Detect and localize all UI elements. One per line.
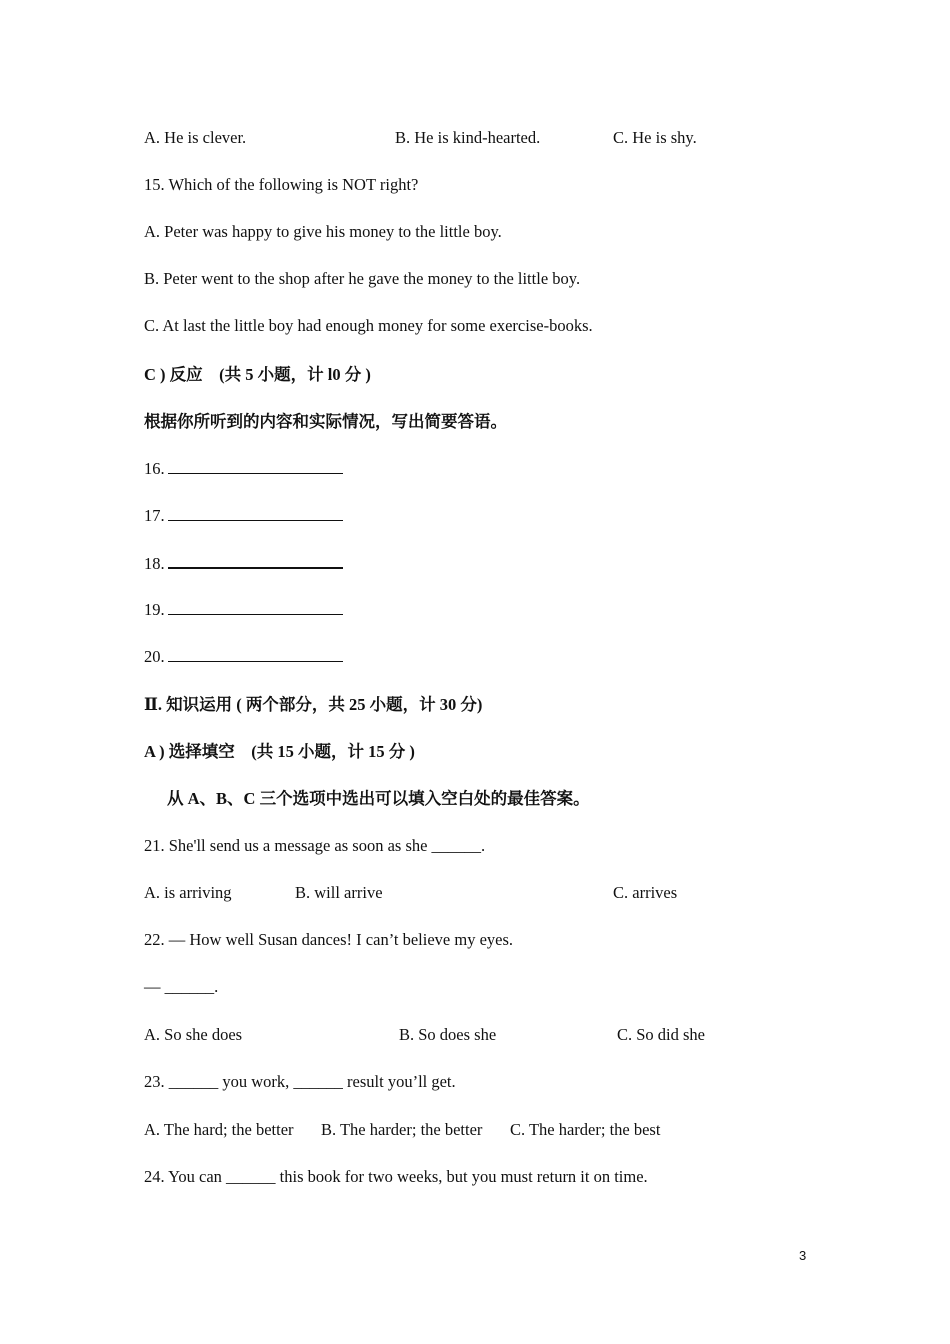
q22-option-a: A. So she does	[144, 1025, 243, 1044]
page-number: 3	[799, 1248, 807, 1263]
q21-stem: 21. She'll send us a message as soon as she ______.	[144, 836, 486, 855]
q15-option-b: B. Peter went to the shop after he gave the money to the little boy.	[144, 269, 581, 288]
q23-option-b: B. The harder; the better	[321, 1120, 483, 1139]
section-c-instruction: 根据你所听到的内容和实际情况，写出简要答语。	[144, 412, 507, 431]
item-number: 17.	[144, 506, 165, 525]
q24-stem: 24. You can ______ this book for two weeks, but you must return it on time.	[144, 1167, 648, 1186]
q14-option-b: B. He is kind-hearted.	[395, 128, 541, 147]
q22-option-c: C. So did she	[617, 1025, 706, 1044]
q15-stem: 15. Which of the following is NOT right?	[144, 175, 419, 194]
answer-line-19	[144, 600, 343, 620]
answer-blank[interactable]	[168, 647, 343, 662]
section-a-heading: A ) 选择填空 (共 15 小题，计 15 分 )	[144, 742, 415, 761]
answer-line-16	[144, 459, 343, 479]
q23-stem: 23. ______ you work, ______ result you’ll get.	[144, 1072, 456, 1091]
answer-blank[interactable]	[168, 600, 343, 615]
q14-option-c: C. He is shy.	[613, 128, 697, 147]
part2-heading: Ⅱ. 知识运用 ( 两个部分，共 25 小题，计 30 分)	[144, 695, 483, 714]
item-number: 19.	[144, 600, 165, 619]
item-number: 20.	[144, 647, 165, 666]
q21-option-c: C. arrives	[613, 883, 678, 902]
q21-option-b: B. will arrive	[295, 883, 383, 902]
answer-line-17	[144, 506, 343, 526]
answer-blank[interactable]	[168, 553, 343, 569]
answer-line-20	[144, 647, 343, 667]
q22-stem: 22. — How well Susan dances! I can’t believe my eyes.	[144, 930, 514, 949]
q22-option-b: B. So does she	[399, 1025, 497, 1044]
q23-option-a: A. The hard; the better	[144, 1120, 294, 1139]
section-a-instruction: 从 A、B、C 三个选项中选出可以填入空白处的最佳答案。	[167, 789, 590, 808]
answer-line-18	[144, 553, 343, 574]
answer-blank[interactable]	[168, 459, 343, 474]
q14-option-a: A. He is clever.	[144, 128, 247, 147]
item-number: 18.	[144, 554, 165, 573]
q15-option-a: A. Peter was happy to give his money to the little boy.	[144, 222, 502, 241]
section-c-heading: C ) 反应 (共 5 小题，计 l0 分 )	[144, 365, 371, 384]
item-number: 16.	[144, 459, 165, 478]
q23-option-c: C. The harder; the best	[510, 1120, 661, 1139]
q21-option-a: A. is arriving	[144, 883, 232, 902]
q22-reply: — ______.	[144, 977, 219, 996]
q15-option-c: C. At last the little boy had enough money for some exercise-books.	[144, 316, 593, 335]
answer-blank[interactable]	[168, 506, 343, 521]
